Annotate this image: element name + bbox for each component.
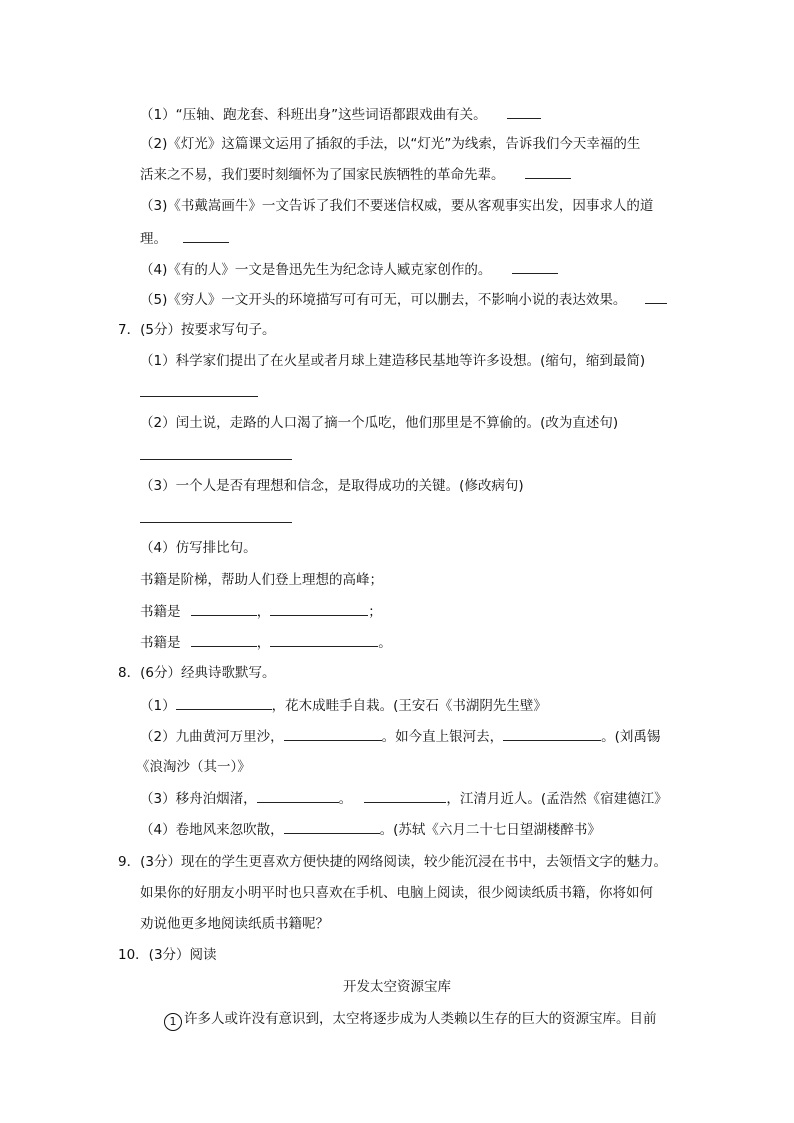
- passage-paragraph-1: [164, 1009, 657, 1031]
- q7-write-prefix: 书籍是: [140, 604, 181, 620]
- answer-blank[interactable]: [191, 632, 257, 647]
- q8-item-4-source: 。(苏轼《六月二十七日望湖楼醉书》: [379, 822, 601, 838]
- q6-item-1-text: （1）“压轴、跑龙套、科班出身”这些词语都跟戏曲有关。: [140, 107, 487, 123]
- answer-blank[interactable]: [512, 259, 558, 274]
- paragraph-text: 许多人或许没有意识到，太空将逐步成为人类赖以生存的巨大的资源宝库。目前: [184, 1011, 657, 1027]
- q8-item-4: [140, 819, 601, 840]
- q7-write-line-2: [140, 632, 392, 653]
- q8-item-2-text-2: 。如今直上银河去，: [381, 729, 504, 745]
- q9-line-2: 如果你的好朋友小明平时也只喜欢在手机、电脑上阅读，很少阅读纸质书籍，你将如何: [140, 885, 653, 901]
- q8-item-2-author: 。(刘禹锡: [601, 729, 661, 745]
- answer-blank[interactable]: [257, 788, 339, 803]
- q8-item-3-text: （3）移舟泊烟渚，: [140, 791, 257, 807]
- period: 。: [378, 635, 392, 651]
- answer-line[interactable]: [140, 522, 292, 523]
- passage-title: 开发太空资源宝库: [343, 979, 451, 995]
- answer-blank[interactable]: [270, 601, 368, 616]
- q6-item-5-text: （5)《穷人》一文开头的环境描写可有可无，可以删去，不影响小说的表达效果。: [140, 292, 627, 308]
- q6-item-4: [140, 259, 558, 280]
- q6-item-2-line-2: [140, 164, 571, 185]
- answer-blank[interactable]: [503, 726, 601, 741]
- answer-blank[interactable]: [645, 289, 667, 304]
- q8-heading: 8．(6分）经典诗歌默写。: [118, 665, 276, 681]
- q7-item-1: （1）科学家们提出了在火星或者月球上建造移民基地等许多设想。(缩句，缩到最简): [140, 353, 646, 369]
- semicolon: ；: [368, 604, 382, 620]
- q6-item-3-line-1: （3)《书戴嵩画牛》一文告诉了我们不要迷信权威，要从客观事实出发，因事求人的道: [140, 198, 654, 214]
- q6-item-3-line-2: [140, 228, 229, 249]
- q6-item-4-text: （4)《有的人》一文是鲁迅先生为纪念诗人臧克家创作的。: [140, 262, 492, 278]
- answer-blank[interactable]: [176, 695, 272, 710]
- q8-item-1-number: （1）: [140, 698, 176, 714]
- q7-heading: 7．(5分）按要求写句子。: [118, 322, 276, 338]
- q7-item-4: （4）仿写排比句。: [140, 540, 257, 556]
- q8-item-3-text-2: ，江清月近人。(孟浩然《宿建德江》: [446, 791, 668, 807]
- answer-line[interactable]: [140, 396, 258, 397]
- comma: ，: [256, 604, 271, 620]
- q7-example-sentence: 书籍是阶梯，帮助人们登上理想的高峰；: [140, 572, 383, 588]
- q7-item-2: （2）闰土说，走路的人口渴了摘一个瓜吃，他们那里是不算偷的。(改为直述句): [140, 415, 619, 431]
- q8-item-1-text: ，花木成畦手自栽。(王安石《书湖阴先生壁》: [271, 698, 547, 714]
- q9-line-1: 9．(3分）现在的学生更喜欢方便快捷的网络阅读，较少能沉浸在书中，去领悟文字的魅力。: [118, 854, 667, 870]
- q8-item-1: [140, 695, 547, 716]
- period: 。: [338, 791, 353, 807]
- q6-item-2-line-1: （2)《灯光》这篇课文运用了插叙的手法，以“灯光”为线索，告诉我们今天幸福的生: [140, 136, 641, 152]
- answer-blank[interactable]: [270, 632, 378, 647]
- answer-blank[interactable]: [364, 788, 446, 803]
- answer-blank[interactable]: [507, 104, 541, 119]
- q8-item-2: [140, 726, 660, 747]
- q6-item-1: [140, 104, 541, 125]
- q8-item-4-text: （4）卷地风来忽吹散，: [140, 822, 284, 838]
- q6-item-3-text: 理。: [140, 231, 167, 247]
- q7-write-prefix: 书籍是: [140, 635, 181, 651]
- comma: ，: [256, 635, 271, 651]
- q8-item-2-text: （2）九曲黄河万里沙，: [140, 729, 284, 745]
- answer-blank[interactable]: [284, 819, 380, 834]
- q6-item-5: [140, 289, 667, 310]
- answer-blank[interactable]: [525, 164, 571, 179]
- paragraph-number: 1: [164, 1013, 182, 1031]
- answer-blank[interactable]: [191, 601, 257, 616]
- q7-write-line-1: [140, 601, 382, 622]
- q8-item-3: [140, 788, 668, 809]
- q6-item-2-text: 活来之不易，我们要时刻缅怀为了国家民族牺牲的革命先辈。: [140, 167, 505, 183]
- answer-blank[interactable]: [284, 726, 382, 741]
- q7-item-3: （3）一个人是否有理想和信念，是取得成功的关键。(修改病句): [140, 478, 524, 494]
- answer-line[interactable]: [140, 459, 292, 460]
- q9-line-3: 劝说他更多地阅读纸质书籍呢？: [140, 916, 329, 932]
- q10-heading: 10．(3分）阅读: [118, 947, 217, 963]
- q8-item-2-source: 《浪淘沙（其一）》: [136, 759, 251, 775]
- answer-blank[interactable]: [183, 228, 229, 243]
